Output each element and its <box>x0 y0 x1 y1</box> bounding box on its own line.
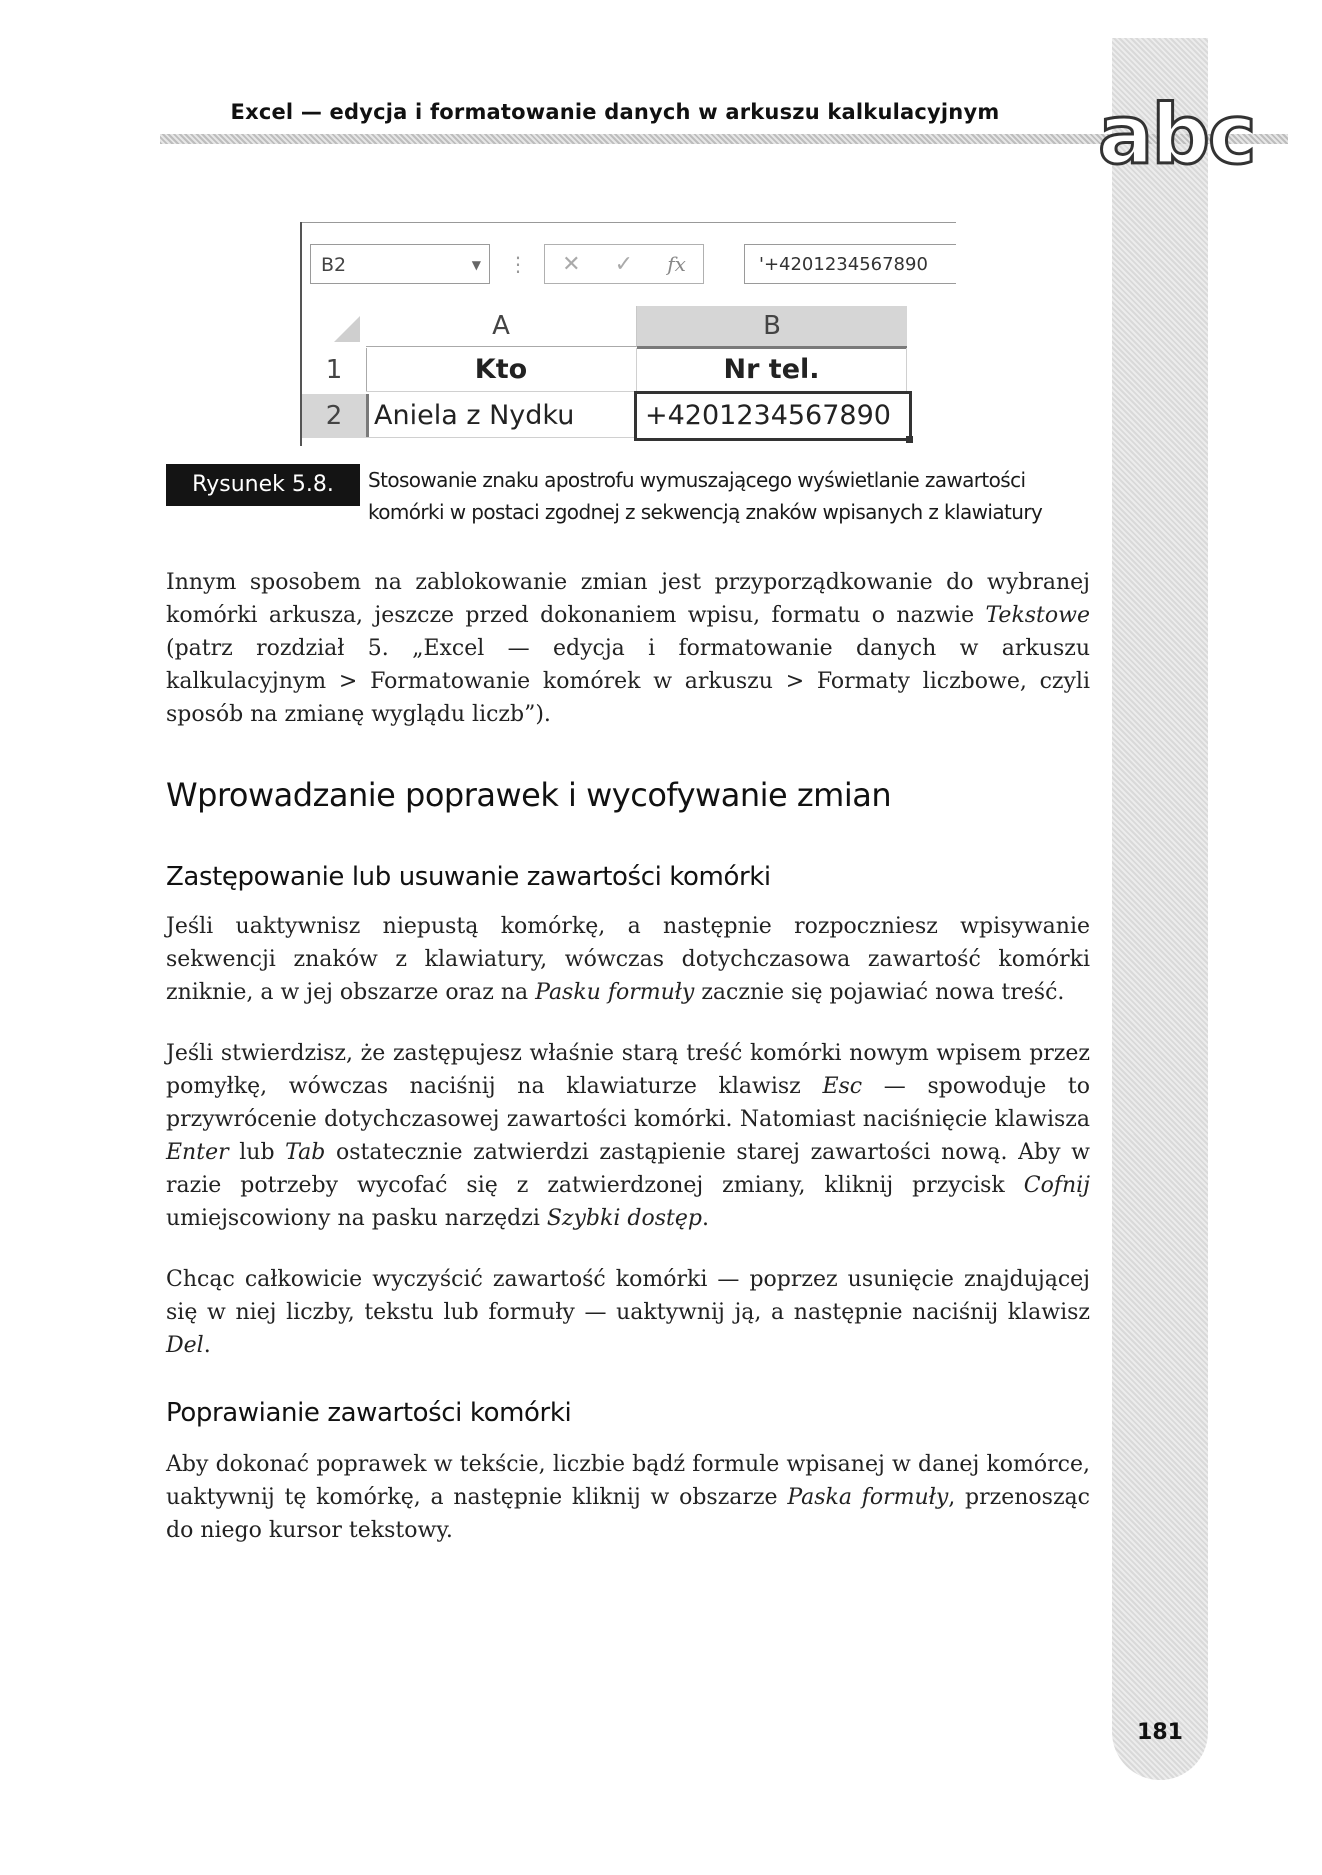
emphasis: Cofnij <box>1023 1173 1090 1198</box>
text-run: lub <box>228 1140 286 1165</box>
emphasis: Paska formuły <box>787 1485 949 1510</box>
select-all-corner[interactable] <box>302 306 366 346</box>
text-run: ostatecznie zatwierdzi zastąpienie starej zawartości nową. Aby w razie potrzeby wycofać się z zatwierdzonej zmiany, kliknij przycisk <box>166 1140 1090 1198</box>
cell-a2[interactable]: Aniela z Nydku <box>366 394 637 438</box>
emphasis: Del <box>166 1333 204 1358</box>
text-run: Innym sposobem na zablokowanie zmian jest przyporządkowanie do wybranej komórki arkusza, jeszcze przed dokonaniem wpisu, formatu o nazwie <box>166 570 1090 628</box>
cancel-icon[interactable]: ✕ <box>562 251 581 277</box>
cell-b1[interactable]: Nr tel. <box>637 348 907 392</box>
subsection-heading-replace: Zastępowanie lub usuwanie zawartości komórki <box>166 862 771 892</box>
insert-function-icon[interactable]: fx <box>667 252 686 276</box>
section-heading: Wprowadzanie poprawek i wycofywanie zmian <box>166 776 892 814</box>
paragraph-text-format <box>166 566 1090 731</box>
screenshot-top-edge <box>300 222 956 223</box>
paragraph-clear-content <box>166 1263 1090 1362</box>
text-run: Aby dokonać poprawek w tekście, liczbie bądź formule wpisanej w danej komórce, uaktywnij tę komórkę, a następnie kliknij w obszarze <box>166 1452 1090 1510</box>
emphasis: Pasku formuły <box>535 980 695 1005</box>
check-icon[interactable]: ✓ <box>614 251 634 277</box>
paragraph-undo <box>166 1037 1090 1235</box>
text-run: zacznie się pojawiać nowa treść. <box>694 980 1065 1005</box>
paragraph-edit-content <box>166 1448 1090 1547</box>
emphasis: Tekstowe <box>985 603 1090 628</box>
row-header-1[interactable]: 1 <box>302 348 367 392</box>
text-run: — spowoduje to przywrócenie dotychczasowej zawartości komórki. Natomiast naciśnięcie klawisza <box>166 1074 1090 1132</box>
emphasis: Esc <box>822 1074 863 1099</box>
text-run: Jeśli stwierdzisz, że zastępujesz właśnie starą treść komórki nowym wpisem przez pomyłkę, wówczas naciśnij na klawiaturze klawisz <box>166 1041 1090 1099</box>
chevron-down-icon[interactable]: ▼ <box>471 258 481 272</box>
figure-label: Rysunek 5.8. <box>166 464 360 506</box>
emphasis: Tab <box>285 1140 326 1165</box>
formula-bar-grip-icon: ⋮ <box>508 252 528 276</box>
page-number: 181 <box>1137 1720 1183 1745</box>
subsection-heading-edit: Poprawianie zawartości komórki <box>166 1398 572 1428</box>
side-decoration-bar <box>1112 38 1208 1780</box>
column-header-b[interactable]: B <box>637 306 907 349</box>
formula-bar-buttons <box>544 244 704 284</box>
text-run: , przenosząc do niego kursor tekstowy. <box>166 1485 1090 1543</box>
row-header-2[interactable]: 2 <box>302 394 369 438</box>
emphasis: Enter <box>166 1140 229 1165</box>
text-run: Chcąc całkowicie wyczyścić zawartość komórki — poprzez usunięcie znajdującej się w niej liczby, tekstu lub formuły — uaktywnij ją, a następnie naciśnij klawisz <box>166 1267 1090 1325</box>
cell-b2-selected[interactable]: +4201234567890 <box>634 391 912 441</box>
fill-handle[interactable] <box>906 436 913 443</box>
paragraph-replace-content <box>166 910 1090 1009</box>
figure-caption: Stosowanie znaku apostrofu wymuszającego wyświetlanie zawartości komórki w postaci zgodnej z sekwencją znaków wpisanych z klawiatury <box>368 468 1043 524</box>
text-run: (patrz rozdział 5. „Excel — edycja i formatowanie danych w arkuszu kalkulacyjnym > Formatowanie komórek w arkuszu > Formaty liczbowe, czyli sposób na zmianę wyglądu liczb”). <box>166 636 1090 727</box>
excel-screenshot <box>300 222 956 446</box>
text-run: Jeśli uaktywnisz niepustą komórkę, a następnie rozpoczniesz wpisywanie sekwencji znaków z klawiatury, wówczas dotychczasowa zawartość komórki zniknie, a w jej obszarze oraz na <box>166 914 1090 1005</box>
text-run: umiejscowiony na pasku narzędzi <box>166 1206 547 1231</box>
cell-a1[interactable]: Kto <box>366 348 637 392</box>
name-box-value: B2 <box>321 254 347 276</box>
abc-logo: abc <box>1098 88 1255 183</box>
select-all-icon <box>334 316 360 342</box>
formula-bar-input[interactable]: '+4201234567890 <box>744 244 956 284</box>
running-header: Excel — edycja i formatowanie danych w arkuszu kalkulacyjnym <box>230 100 1000 124</box>
text-run: . <box>203 1333 211 1358</box>
column-header-a[interactable]: A <box>366 306 637 347</box>
emphasis: Szybki dostęp <box>546 1206 702 1231</box>
name-box[interactable] <box>310 244 490 284</box>
text-run: . <box>701 1206 709 1231</box>
